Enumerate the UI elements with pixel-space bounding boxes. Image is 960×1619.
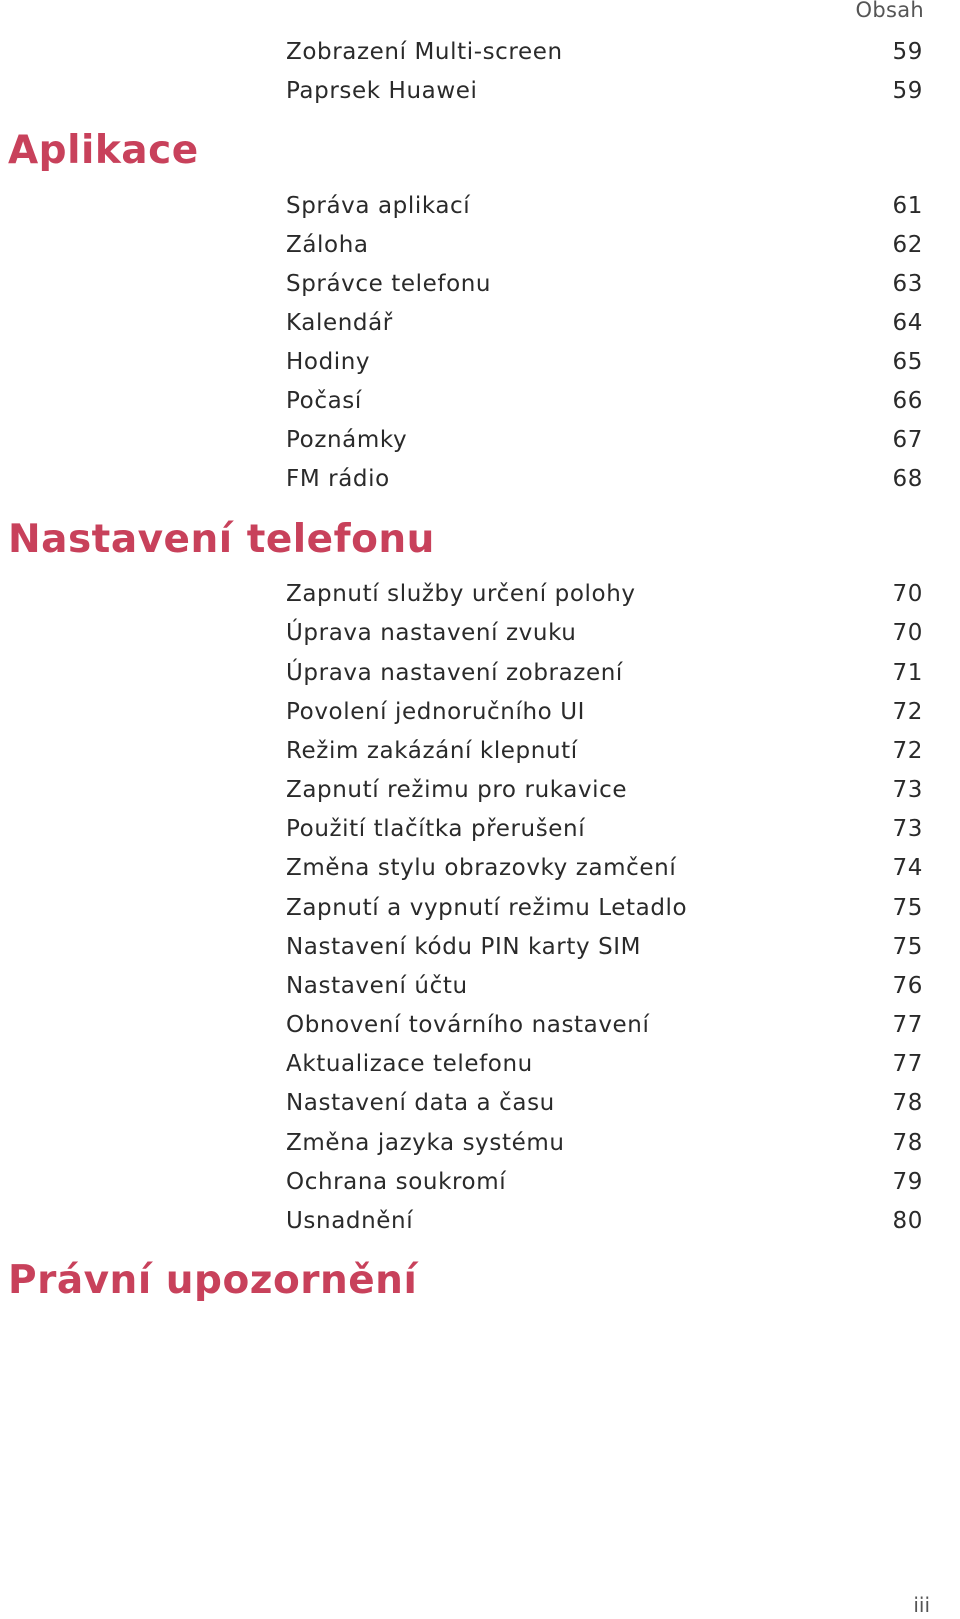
toc-entry-page: 76 bbox=[892, 973, 923, 999]
toc-entry[interactable] bbox=[286, 425, 923, 455]
toc-entry-title: Usnadnění bbox=[286, 1208, 414, 1234]
toc-entry-title: Režim zakázání klepnutí bbox=[286, 738, 578, 764]
page-number: iii bbox=[913, 1593, 930, 1617]
toc-entry-title: Úprava nastavení zvuku bbox=[286, 620, 577, 646]
toc-entry[interactable] bbox=[286, 853, 923, 883]
toc-entry-title: Zapnutí služby určení polohy bbox=[286, 581, 636, 607]
toc-entry[interactable] bbox=[286, 1088, 923, 1118]
toc-entry[interactable] bbox=[286, 579, 923, 609]
toc-entry-title: Kalendář bbox=[286, 310, 393, 336]
toc-entry-page: 59 bbox=[892, 39, 923, 65]
toc-entry-title: Zobrazení Multi-screen bbox=[286, 39, 563, 65]
toc-entry[interactable] bbox=[286, 191, 923, 221]
toc-entry[interactable] bbox=[286, 618, 923, 648]
toc-entry-page: 74 bbox=[892, 855, 923, 881]
toc-entry[interactable] bbox=[286, 1167, 923, 1197]
toc-entry-page: 64 bbox=[892, 310, 923, 336]
toc-entry[interactable] bbox=[286, 697, 923, 727]
toc-entry-title: Zapnutí a vypnutí režimu Letadlo bbox=[286, 895, 688, 921]
chapter-heading-aplikace[interactable]: Aplikace bbox=[8, 128, 199, 173]
toc-entry[interactable] bbox=[286, 1010, 923, 1040]
toc-entry-page: 62 bbox=[892, 232, 923, 258]
toc-entry[interactable] bbox=[286, 658, 923, 688]
toc-entry-page: 71 bbox=[892, 660, 923, 686]
toc-entry-page: 72 bbox=[892, 699, 923, 725]
toc-entry-title: Změna jazyka systému bbox=[286, 1130, 565, 1156]
toc-entry-page: 77 bbox=[892, 1051, 923, 1077]
toc-entry-page: 79 bbox=[892, 1169, 923, 1195]
section-header-label: Obsah bbox=[855, 0, 924, 22]
toc-entry-title: Změna stylu obrazovky zamčení bbox=[286, 855, 677, 881]
toc-entry-title: Povolení jednoručního UI bbox=[286, 699, 586, 725]
toc-entry-page: 61 bbox=[892, 193, 923, 219]
toc-entry-page: 78 bbox=[892, 1130, 923, 1156]
toc-entry[interactable] bbox=[286, 230, 923, 260]
toc-entry-page: 73 bbox=[892, 777, 923, 803]
toc-entry-title: Použití tlačítka přerušení bbox=[286, 816, 586, 842]
toc-entry[interactable] bbox=[286, 893, 923, 923]
toc-entry-title: Nastavení kódu PIN karty SIM bbox=[286, 934, 642, 960]
toc-entry-title: Nastavení data a času bbox=[286, 1090, 555, 1116]
toc-entry[interactable] bbox=[286, 37, 923, 67]
toc-entry-title: Nastavení účtu bbox=[286, 973, 468, 999]
toc-entry[interactable] bbox=[286, 1049, 923, 1079]
toc-entry-title: Ochrana soukromí bbox=[286, 1169, 507, 1195]
toc-entry[interactable] bbox=[286, 932, 923, 962]
toc-entry-title: Obnovení továrního nastavení bbox=[286, 1012, 650, 1038]
toc-entry-title: FM rádio bbox=[286, 466, 390, 492]
toc-entry[interactable] bbox=[286, 736, 923, 766]
toc-entry-page: 73 bbox=[892, 816, 923, 842]
toc-entry-page: 70 bbox=[892, 620, 923, 646]
toc-entry[interactable] bbox=[286, 464, 923, 494]
toc-entry[interactable] bbox=[286, 308, 923, 338]
toc-entry-page: 75 bbox=[892, 895, 923, 921]
toc-entry-title: Počasí bbox=[286, 388, 362, 414]
toc-entry-page: 65 bbox=[892, 349, 923, 375]
toc-entry-page: 67 bbox=[892, 427, 923, 453]
toc-entry-page: 75 bbox=[892, 934, 923, 960]
toc-entry-page: 72 bbox=[892, 738, 923, 764]
toc-entry[interactable] bbox=[286, 386, 923, 416]
toc-entry-title: Zapnutí režimu pro rukavice bbox=[286, 777, 628, 803]
toc-entry-title: Poznámky bbox=[286, 427, 408, 453]
toc-entry[interactable] bbox=[286, 775, 923, 805]
toc-entry-title: Úprava nastavení zobrazení bbox=[286, 660, 623, 686]
toc-entry[interactable] bbox=[286, 269, 923, 299]
toc-entry[interactable] bbox=[286, 347, 923, 377]
toc-entry-title: Správce telefonu bbox=[286, 271, 492, 297]
chapter-heading-nastaveni-telefonu[interactable]: Nastavení telefonu bbox=[8, 517, 435, 562]
toc-entry-title: Záloha bbox=[286, 232, 369, 258]
toc-entry-page: 68 bbox=[892, 466, 923, 492]
toc-entry[interactable] bbox=[286, 814, 923, 844]
toc-entry[interactable] bbox=[286, 76, 923, 106]
toc-entry-page: 78 bbox=[892, 1090, 923, 1116]
toc-entry-title: Paprsek Huawei bbox=[286, 78, 478, 104]
toc-entry[interactable] bbox=[286, 1128, 923, 1158]
toc-entry-title: Hodiny bbox=[286, 349, 371, 375]
toc-entry[interactable] bbox=[286, 1206, 923, 1236]
toc-entry-page: 63 bbox=[892, 271, 923, 297]
chapter-heading-pravni-upozorneni[interactable]: Právní upozornění bbox=[8, 1258, 418, 1303]
toc-entry-page: 66 bbox=[892, 388, 923, 414]
toc-entry[interactable] bbox=[286, 971, 923, 1001]
toc-entry-title: Správa aplikací bbox=[286, 193, 471, 219]
toc-entry-page: 80 bbox=[892, 1208, 923, 1234]
toc-entry-page: 77 bbox=[892, 1012, 923, 1038]
toc-entry-page: 70 bbox=[892, 581, 923, 607]
toc-entry-title: Aktualizace telefonu bbox=[286, 1051, 533, 1077]
toc-entry-page: 59 bbox=[892, 78, 923, 104]
